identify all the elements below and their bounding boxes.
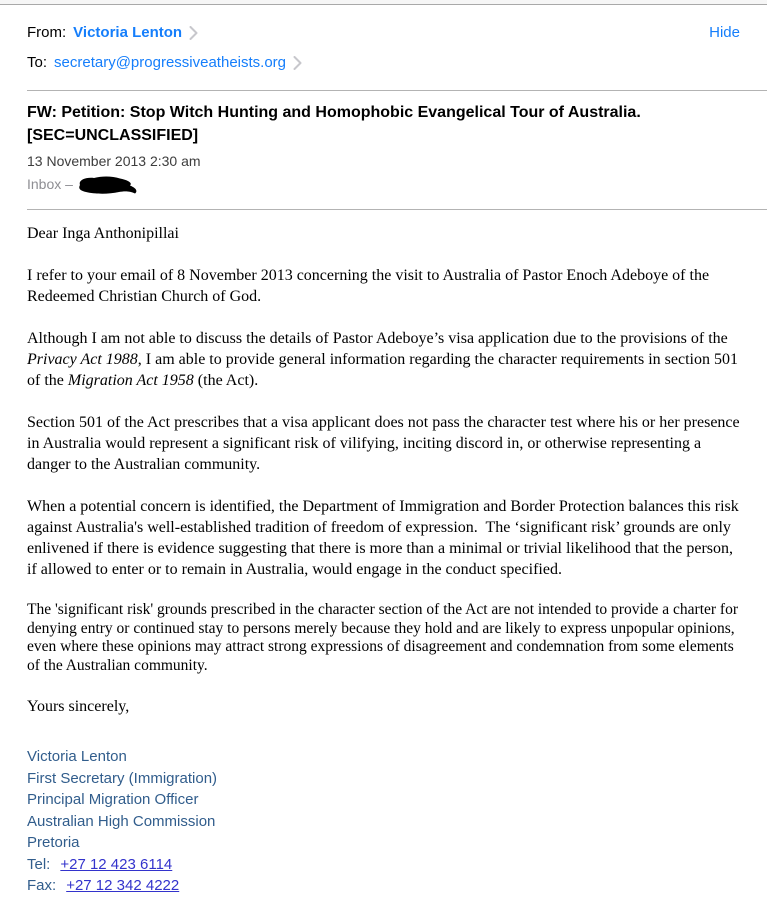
tel-number-link[interactable]: +27 12 423 6114: [60, 855, 173, 873]
paragraph-2: [27, 328, 740, 391]
to-label: To:: [27, 54, 48, 71]
hide-button[interactable]: Hide: [709, 24, 740, 41]
from-label: From:: [27, 24, 67, 41]
privacy-act-italic: Privacy Act 1988: [27, 351, 138, 368]
paragraph-2-text: , I am able to provide general information regarding the character requirements in section 501 of the: [27, 351, 738, 389]
mailbox-label: Inbox –: [27, 176, 73, 192]
paragraph-4: When a potential concern is identified, the Department of Immigration and Border Protection balances this risk against Australia's well-established tradition of freedom of expression. The ‘significant risk’ grounds are only enlivened if there is evidence suggesting that there is more than a minimal or trivial likelihood that the person, if allowed to enter or to remain in Australia, would engage in the conduct specified.: [27, 498, 739, 578]
email-header: [0, 24, 767, 72]
tel-row: [27, 854, 740, 876]
paragraph-2-text: (the Act).: [193, 372, 259, 389]
migration-act-italic: Migration Act 1958: [67, 372, 194, 389]
date-line: 13 November 2013 2:30 am: [27, 153, 201, 169]
to-contact-link[interactable]: secretary@progressiveatheists.org: [54, 54, 287, 71]
signature-block: [0, 742, 767, 897]
email-body: [0, 210, 767, 717]
fax-number-link[interactable]: +27 12 342 4222: [66, 877, 180, 894]
redaction-scribble: [76, 175, 140, 196]
paragraph-2-text: Although I am not able to discuss the details of Pastor Adeboye’s visa application due to the provisions of the: [27, 330, 728, 347]
chevron-right-icon: [189, 26, 198, 40]
signature-org: Australian High Commission: [27, 812, 216, 830]
paragraph-1: I refer to your email of 8 November 2013 concerning the visit to Australia of Pastor Enoch Adeboye of the Redeemed Christian Church of God.: [27, 267, 710, 305]
salutation: Dear Inga Anthonipillai: [27, 225, 179, 242]
subject-block: [0, 91, 767, 196]
top-toolbar-edge: [0, 0, 767, 5]
from-contact-link[interactable]: Victoria Lenton: [73, 24, 183, 41]
signature-name: Victoria Lenton: [27, 748, 127, 765]
subject-line: FW: Petition: Stop Witch Hunting and Homophobic Evangelical Tour of Australia. [SEC=UNCLASSIFIED]: [27, 104, 641, 144]
signature-city: Pretoria: [27, 834, 80, 851]
paragraph-3: Section 501 of the Act prescribes that a visa applicant does not pass the character test where his or her presence in Australia would represent a significant risk of vilifying, inciting discord in, or otherwise representing a danger to the Australian community.: [27, 414, 740, 473]
to-row: [27, 54, 740, 72]
chevron-right-icon: [293, 56, 302, 70]
fax-label: Fax:: [27, 877, 57, 894]
tel-label: Tel:: [27, 855, 51, 873]
signature-title-1: First Secretary (Immigration): [27, 769, 218, 787]
paragraph-5: The 'significant risk' grounds prescribed in the character section of the Act are not intended to provide a charter for denying entry or continued stay to persons merely because they hold and are likely to express unpopular opinions, even where these opinions may attract strong expressions of disagreement and condemnation from some elements of the Australian community.: [27, 601, 739, 674]
fax-row: [27, 875, 740, 897]
closing-line: Yours sincerely,: [27, 698, 130, 715]
mailbox-line: [27, 173, 740, 196]
from-row: [27, 24, 740, 42]
signature-title-2: Principal Migration Officer: [27, 791, 199, 808]
